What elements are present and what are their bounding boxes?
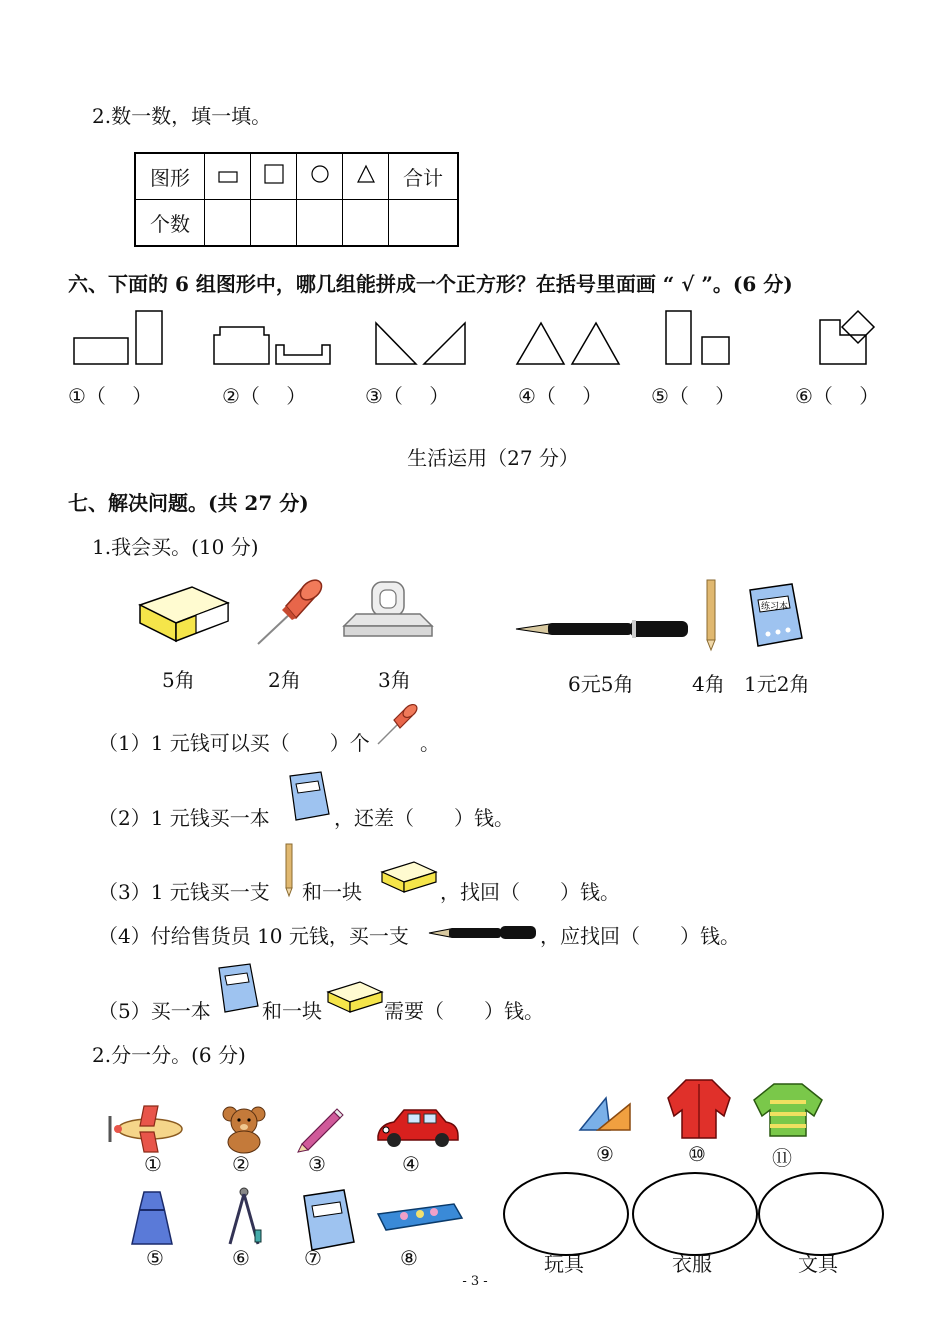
option-3[interactable]: ③（ ） bbox=[365, 384, 450, 408]
sub-question-5-end: 需要（ ）钱。 bbox=[384, 999, 544, 1023]
page-number: - 3 - bbox=[462, 1274, 488, 1289]
option-5[interactable]: ⑤（ ） bbox=[651, 384, 736, 408]
eraser-icon bbox=[326, 976, 384, 1016]
eraser-icon bbox=[136, 575, 232, 647]
shape-group-6 bbox=[820, 311, 874, 364]
notebook-icon bbox=[216, 962, 260, 1014]
shape-group-3 bbox=[376, 323, 465, 364]
toy-car-icon bbox=[374, 1106, 460, 1150]
option-1[interactable]: ①（ ） bbox=[68, 384, 153, 408]
item-number: ⑤ bbox=[146, 1246, 164, 1270]
question-title: 2.数一数，填一填。 bbox=[92, 104, 272, 128]
category-label: 玩具 bbox=[544, 1252, 584, 1276]
item-number: ⑪ bbox=[772, 1146, 792, 1170]
count-table bbox=[134, 152, 459, 247]
teddy-bear-icon bbox=[218, 1104, 270, 1154]
fountain-pen-icon bbox=[428, 924, 538, 942]
item-number: ⑦ bbox=[304, 1246, 322, 1270]
price-label: 1元2角 bbox=[744, 672, 810, 696]
part-heading: 生活运用（27 分） bbox=[407, 446, 579, 470]
price-label: 3角 bbox=[378, 668, 411, 692]
sub-question-3-mid: 和一块 bbox=[302, 880, 362, 904]
shape-groups bbox=[60, 305, 900, 375]
sweater-icon bbox=[752, 1080, 824, 1138]
answer-oval-clothes[interactable] bbox=[632, 1172, 758, 1256]
price-label: 6元5角 bbox=[568, 672, 634, 696]
pencil-icon bbox=[704, 578, 718, 652]
shape-group-2 bbox=[214, 327, 330, 364]
circle-icon bbox=[297, 153, 343, 200]
question-title: 1.我会买。(10 分) bbox=[92, 535, 259, 559]
compass-icon bbox=[222, 1186, 266, 1248]
notebook-cover-text: 练习本 bbox=[761, 602, 789, 612]
item-number: ⑩ bbox=[688, 1142, 706, 1166]
shape-group-1 bbox=[74, 311, 162, 364]
table-row-label: 个数 bbox=[135, 200, 205, 247]
price-label: 2角 bbox=[268, 668, 301, 692]
item-number: ② bbox=[232, 1152, 250, 1176]
option-2[interactable]: ②（ ） bbox=[222, 384, 307, 408]
category-label: 文具 bbox=[798, 1252, 838, 1276]
rectangle-icon bbox=[205, 153, 251, 200]
triangle-icon bbox=[343, 153, 389, 200]
price-label: 5角 bbox=[162, 668, 195, 692]
question-title: 2.分一分。(6 分) bbox=[92, 1043, 246, 1067]
price-label: 4角 bbox=[692, 672, 725, 696]
set-square-icon bbox=[576, 1094, 632, 1134]
item-number: ④ bbox=[402, 1152, 420, 1176]
shape-group-5 bbox=[666, 311, 729, 364]
pushpin-icon bbox=[376, 702, 420, 746]
answer-cell[interactable] bbox=[297, 200, 343, 247]
airplane-toy-icon bbox=[104, 1102, 186, 1156]
coat-icon bbox=[664, 1076, 734, 1140]
notebook-icon bbox=[287, 770, 331, 822]
sub-question-3-end: ，找回（ ）钱。 bbox=[440, 880, 620, 904]
sub-question-5-mid: 和一块 bbox=[262, 999, 322, 1023]
pencil-icon bbox=[283, 842, 295, 898]
answer-oval-toys[interactable] bbox=[503, 1172, 629, 1256]
sub-question-1: （1）1 元钱可以买（ ）个 bbox=[98, 731, 370, 755]
eraser-icon bbox=[380, 856, 438, 896]
sub-question-1-end: 。 bbox=[420, 731, 440, 755]
answer-cell[interactable] bbox=[205, 200, 251, 247]
sub-question-2-end: ，还差（ ）钱。 bbox=[334, 806, 514, 830]
section-title: 六、下面的 6 组图形中，哪几组能拼成一个正方形？在括号里面画 “ √ ”。(6 分) bbox=[68, 272, 793, 296]
pencil-case-icon bbox=[374, 1202, 464, 1232]
option-4[interactable]: ④（ ） bbox=[518, 384, 603, 408]
sub-question-5: （5）买一本 bbox=[98, 999, 211, 1023]
item-number: ⑥ bbox=[232, 1246, 250, 1270]
section-title: 七、解决问题。(共 27 分) bbox=[68, 491, 309, 515]
pushpin-icon bbox=[256, 576, 326, 646]
sub-question-3: （3）1 元钱买一支 bbox=[98, 880, 270, 904]
notebook-icon bbox=[300, 1188, 358, 1252]
table-header-label: 图形 bbox=[135, 153, 205, 200]
sub-question-2: （2）1 元钱买一本 bbox=[98, 806, 270, 830]
square-icon bbox=[251, 153, 297, 200]
option-6[interactable]: ⑥（ ） bbox=[795, 384, 880, 408]
answer-oval-stationery[interactable] bbox=[758, 1172, 884, 1256]
item-number: ⑨ bbox=[596, 1142, 614, 1166]
fountain-pen-icon bbox=[514, 618, 690, 642]
answer-cell[interactable] bbox=[343, 200, 389, 247]
binder-clip-icon bbox=[342, 578, 434, 640]
shape-group-4 bbox=[517, 323, 619, 364]
item-number: ① bbox=[144, 1152, 162, 1176]
dress-icon bbox=[126, 1190, 178, 1246]
sub-question-4: （4）付给售货员 10 元钱，买一支 bbox=[98, 924, 409, 948]
notebook-icon bbox=[746, 582, 804, 648]
answer-cell[interactable] bbox=[251, 200, 297, 247]
item-number: ⑧ bbox=[400, 1246, 418, 1270]
sub-question-4-end: ，应找回（ ）钱。 bbox=[540, 924, 740, 948]
item-number: ③ bbox=[308, 1152, 326, 1176]
answer-cell[interactable] bbox=[389, 200, 459, 247]
category-label: 衣服 bbox=[672, 1252, 712, 1276]
pencil-icon bbox=[296, 1104, 344, 1150]
total-label: 合计 bbox=[389, 153, 459, 200]
